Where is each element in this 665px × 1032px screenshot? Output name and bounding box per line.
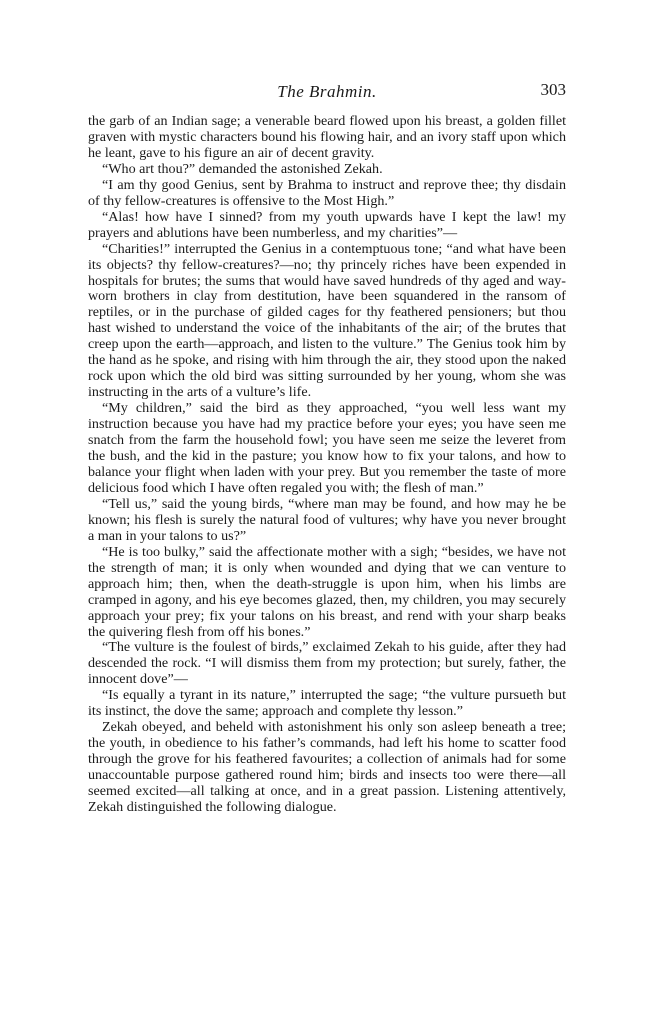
paragraph: “Alas! how have I sinned? from my youth upwards have I kept the law! my prayers and ablutions have been numberless, and my charities”— — [88, 208, 566, 241]
running-title: The Brahmin. — [277, 82, 377, 101]
paragraph: “Is equally a tyrant in its nature,” interrupted the sage; “the vulture pursueth but its instinct, the dove the same; approach and complete thy lesson.” — [88, 687, 566, 720]
paragraph: “Who art thou?” demanded the astonished Zekah. — [102, 160, 383, 177]
paragraph: the garb of an Indian sage; a venerable beard flowed upon his breast, a golden fillet graven with mystic characters bound his flowing hair, and an ivory staff upon which he leant, gave to his figure an air of decent gravity. — [88, 113, 566, 161]
paragraph: “Charities!” interrupted the Genius in a contemptuous tone; “and what have been its objects? thy fellow-creatures?—no; thy princely riches have been expended in hospitals for brutes; the sums that would have saved hundreds of thy aged and way-worn brothers in clay from destitution, have been squandered in the ransom of reptiles, or in the purchase of gilded cages for thy feathered pensioners; but thou hast wished to understand the voice of the inhabitants of the air; of the brutes that creep upon the earth—approach, and listen to the vulture.” The Genius took him by the hand as he spoke, and rising with him through the air, they stood upon the naked rock upon which the old bird was sitting surrounded by her young, whom she was instructing in the arts of a vulture’s life. — [88, 240, 566, 401]
paragraph: “The vulture is the foulest of birds,” exclaimed Zekah to his guide, after they had descended the rock. “I will dismiss them from my protection; but surely, father, the innocent dove”— — [88, 639, 566, 688]
page-header — [88, 80, 566, 104]
page-number: 303 — [540, 80, 566, 99]
paragraph: “I am thy good Genius, sent by Brahma to instruct and reprove thee; thy disdain of thy fellow-creatures is offensive to the Most High.” — [88, 176, 566, 209]
paragraph: “Tell us,” said the young birds, “where man may be found, and how may he be known; his flesh is surely the natural food of vultures; why have you never brought a man in your talons to us?” — [88, 495, 566, 544]
paragraph: “My children,” said the bird as they approached, “you well less want my instruction because you have had my practice before your eyes; you have seen me snatch from the farm the household fowl; you have seen me seize the leveret from the bush, and the kid in the pasture; you know how to fix your talons, and how to balance your flight when laden with your prey. But you remember the taste of more delicious food which I have often regaled you with; the flesh of man.” — [88, 400, 566, 496]
body-text — [88, 114, 566, 816]
paragraph: Zekah obeyed, and beheld with astonishment his only son asleep beneath a tree; the youth, in obedience to his father’s commands, had left his home to scatter food through the grove for his feathered favourites; a collection of animals had for some unaccountable purpose gathered round him; birds and insects too were there—all seemed excited—all talking at once, and in a great passion. Listening attentively, Zekah distinguished the following dialogue. — [88, 719, 566, 815]
paragraph: “He is too bulky,” said the affectionate mother with a sigh; “besides, we have not the strength of man; it is only when wounded and dying that we can venture to approach him; then, when the death-struggle is upon him, when his limbs are cramped in agony, and his eye becomes glazed, then, my children, you may securely approach your prey; fix your talons on his breast, and rend with your sharp beaks the quivering flesh from off his bones.” — [88, 543, 566, 640]
